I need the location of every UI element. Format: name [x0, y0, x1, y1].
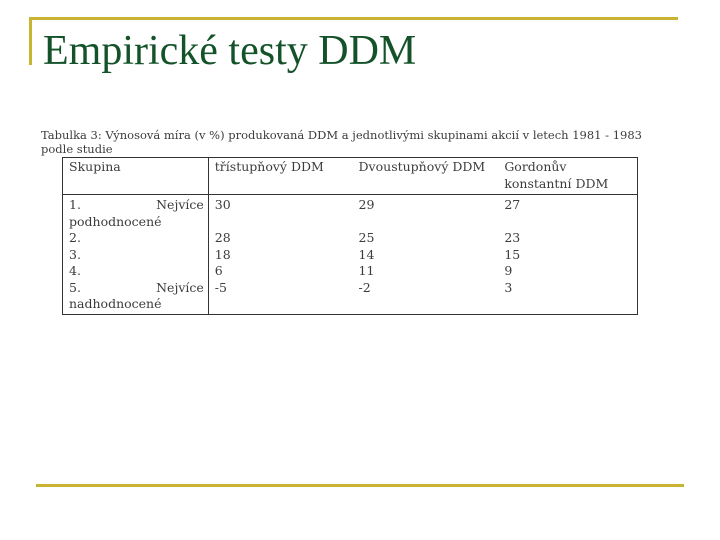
- header-three-stage-ddm: třístupňový DDM: [208, 158, 352, 195]
- header-gordon-ddm: Gordonův konstantní DDM: [498, 158, 637, 195]
- frame-bottom-rule: [36, 484, 684, 487]
- cell-group: 4.: [63, 263, 209, 280]
- header-group: Skupina: [63, 158, 209, 195]
- cell-three-stage: 18: [214, 246, 231, 262]
- cell-two-stage: 14: [358, 246, 375, 262]
- cell-two-stage: 11: [358, 263, 375, 278]
- slide-title: Empirické testy DDM: [43, 28, 417, 74]
- cell-group: 5. Nejvíce nadhodnocené: [63, 280, 209, 315]
- returns-table: [62, 157, 638, 315]
- table-header-row: [63, 158, 638, 195]
- cell-group: 2.: [63, 230, 209, 247]
- cell-gordon: 3: [504, 279, 513, 295]
- table-row: [63, 230, 638, 247]
- cell-three-stage: -5: [214, 279, 227, 295]
- cell-gordon: 23: [504, 230, 521, 245]
- frame-left-rule: [29, 17, 32, 65]
- cell-gordon: 9: [504, 263, 513, 278]
- frame-top-rule: [30, 17, 678, 20]
- cell-two-stage: -2: [358, 279, 371, 295]
- cell-three-stage: 30: [214, 197, 231, 212]
- cell-group: 1. Nejvíce podhodnocené: [63, 195, 209, 231]
- table-caption: Tabulka 3: Výnosová míra (v %) produkovaná DDM a jednotlivými skupinami akcií v letech 1981 - 1983 podle studie: [41, 128, 642, 156]
- table-row: [63, 280, 638, 315]
- table-figure: [41, 128, 669, 315]
- cell-group: 3.: [63, 247, 209, 264]
- cell-gordon: 15: [504, 246, 521, 262]
- table-row: [63, 247, 638, 264]
- table-row: [63, 263, 638, 280]
- cell-two-stage: 29: [358, 197, 375, 212]
- header-two-stage-ddm: Dvoustupňový DDM: [353, 158, 499, 195]
- cell-two-stage: 25: [358, 230, 375, 245]
- cell-gordon: 27: [504, 197, 521, 212]
- cell-three-stage: 28: [214, 230, 231, 245]
- table-row: [63, 195, 638, 231]
- cell-three-stage: 6: [214, 263, 223, 278]
